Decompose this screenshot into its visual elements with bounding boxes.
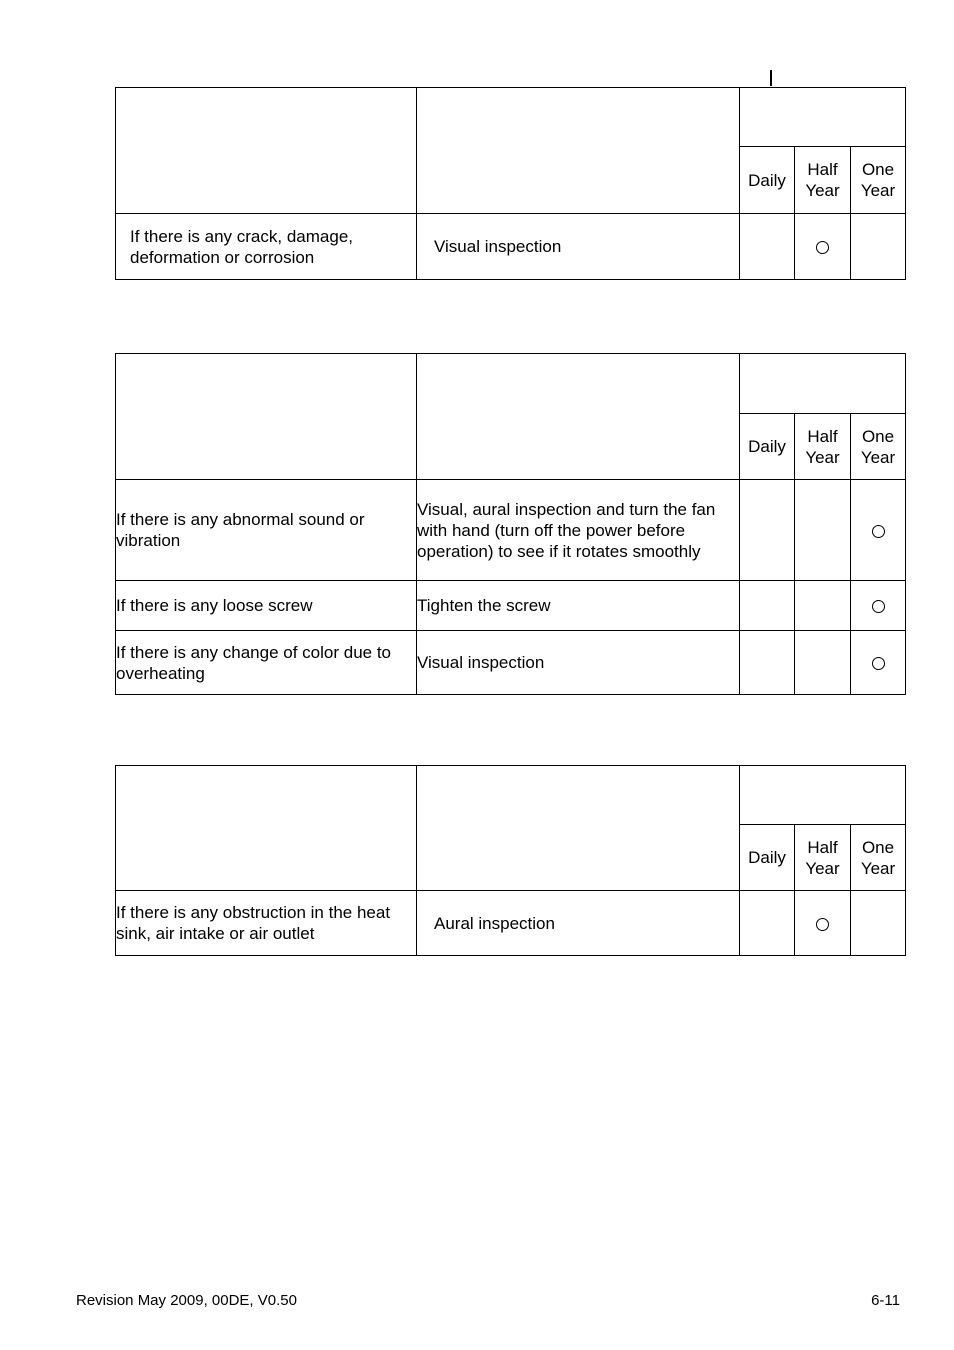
- footer-page-number: 6-11: [871, 1292, 900, 1309]
- header-blank-method: [417, 88, 740, 214]
- check-method: Visual inspection: [417, 214, 740, 280]
- check-item: If there is any obstruction in the heat sink, air intake or air outlet: [116, 891, 417, 956]
- mark-half-year: [795, 581, 851, 631]
- check-method: Visual, aural inspection and turn the fan with hand (turn off the power before operation) to see if it rotates smoothly: [417, 480, 740, 581]
- circle-mark-icon: [872, 657, 885, 670]
- footer-revision: Revision May 2009, 00DE, V0.50: [76, 1292, 297, 1309]
- header-blank-period: [740, 354, 906, 414]
- table-row: [116, 214, 906, 280]
- check-method: Visual inspection: [417, 631, 740, 695]
- circle-mark-icon: [816, 918, 829, 931]
- col-daily: Daily: [740, 825, 795, 891]
- mark-daily: [740, 891, 795, 956]
- header-blank-period: [740, 88, 906, 147]
- mark-one-year: [851, 631, 906, 695]
- mark-one-year: [851, 581, 906, 631]
- check-method: Aural inspection: [417, 891, 740, 956]
- circle-mark-icon: [872, 525, 885, 538]
- check-item: If there is any crack, damage, deformation or corrosion: [116, 214, 417, 280]
- mark-one-year: [851, 214, 906, 280]
- mark-one-year: [851, 891, 906, 956]
- mark-daily: [740, 581, 795, 631]
- table-row: [116, 891, 906, 956]
- mark-one-year: [851, 480, 906, 581]
- table-row: [116, 480, 906, 581]
- check-item: If there is any loose screw: [116, 581, 417, 631]
- header-blank-item: [116, 88, 417, 214]
- col-half-year: Half Year: [795, 147, 851, 214]
- check-item: If there is any change of color due to overheating: [116, 631, 417, 695]
- col-one-year: One Year: [851, 825, 906, 891]
- mark-daily: [740, 480, 795, 581]
- col-one-year: One Year: [851, 414, 906, 480]
- check-item: If there is any abnormal sound or vibration: [116, 480, 417, 581]
- mark-daily: [740, 631, 795, 695]
- inspection-table-2: [115, 353, 906, 695]
- mark-half-year: [795, 631, 851, 695]
- circle-mark-icon: [872, 600, 885, 613]
- mark-half-year: [795, 480, 851, 581]
- header-blank-item: [116, 354, 417, 480]
- inspection-table-1: [115, 87, 906, 280]
- col-half-year: Half Year: [795, 825, 851, 891]
- header-blank-method: [417, 766, 740, 891]
- col-one-year: One Year: [851, 147, 906, 214]
- inspection-table-3: [115, 765, 906, 956]
- col-daily: Daily: [740, 414, 795, 480]
- table-row: [116, 581, 906, 631]
- mark-half-year: [795, 214, 851, 280]
- header-blank-method: [417, 354, 740, 480]
- margin-marker: [770, 70, 772, 86]
- check-method: Tighten the screw: [417, 581, 740, 631]
- col-half-year: Half Year: [795, 414, 851, 480]
- header-blank-item: [116, 766, 417, 891]
- mark-daily: [740, 214, 795, 280]
- header-blank-period: [740, 766, 906, 825]
- mark-half-year: [795, 891, 851, 956]
- table-row: [116, 631, 906, 695]
- circle-mark-icon: [816, 241, 829, 254]
- col-daily: Daily: [740, 147, 795, 214]
